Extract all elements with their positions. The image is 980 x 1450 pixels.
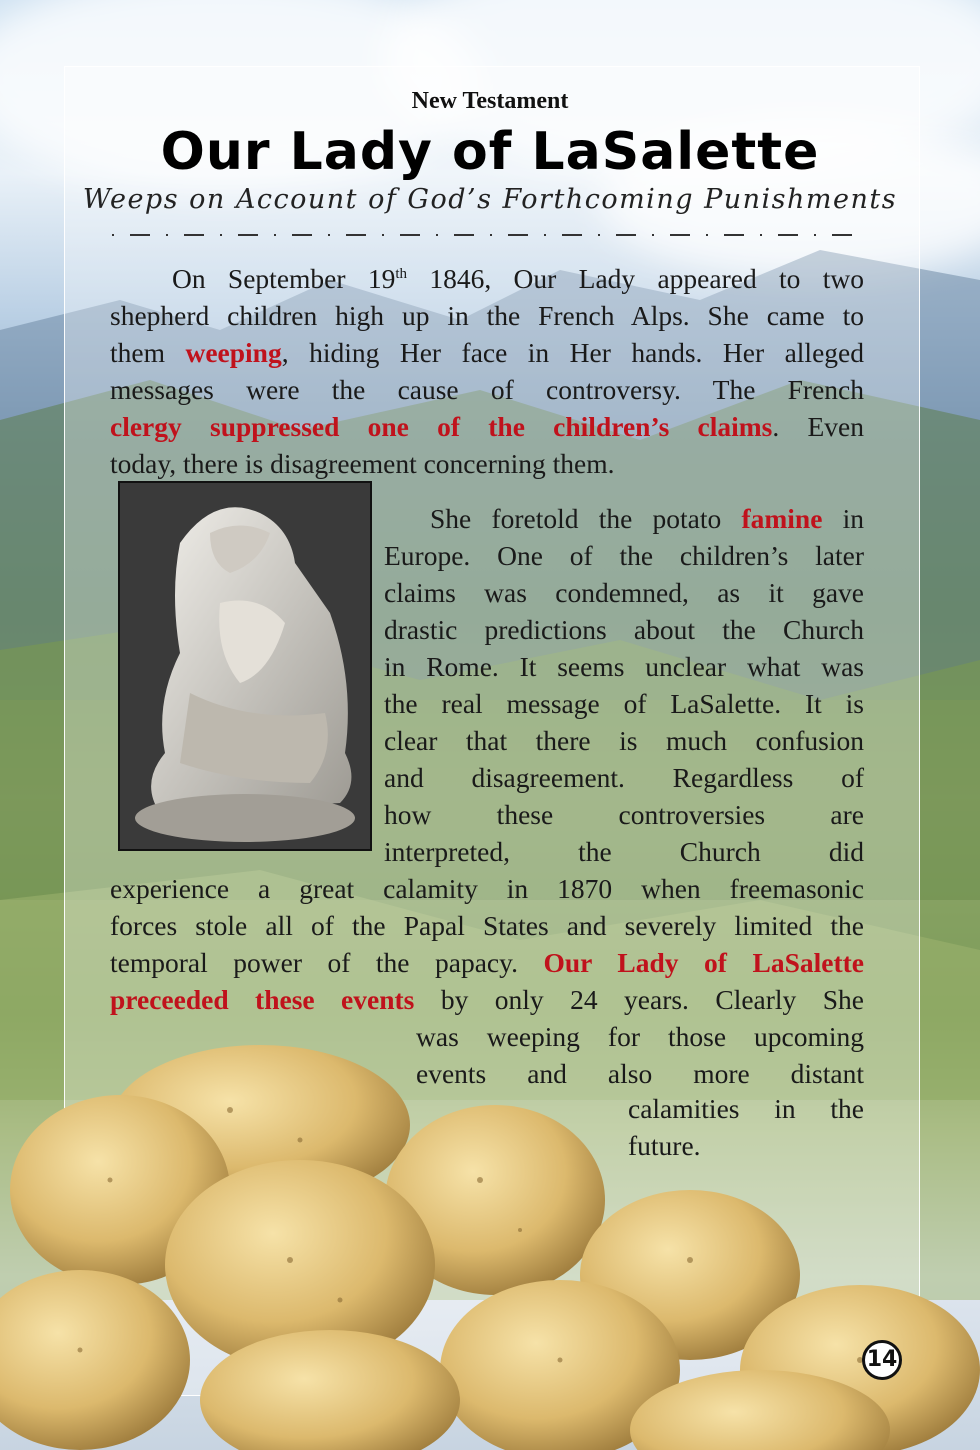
text-line: in Rome. It seems unclear what was — [384, 651, 864, 682]
weeping-statue-photo — [118, 481, 372, 851]
text-line: She foretold the potato famine in — [430, 503, 864, 534]
page-title: Our Lady of LaSalette — [160, 122, 820, 182]
paragraph-famine — [384, 500, 864, 870]
text-line: calamities in the — [628, 1093, 864, 1124]
highlight-clergy: clergy suppressed one of the children’s claims — [110, 411, 773, 443]
text-line: interpreted, the Church did — [384, 836, 864, 867]
text-line: drastic predictions about the Church — [384, 614, 864, 645]
text-line: clergy suppressed one of the children’s claims. Even — [110, 411, 864, 443]
page-number-badge: 14 — [862, 1340, 902, 1380]
potato-pile — [0, 1040, 980, 1450]
section-kicker: New Testament — [411, 88, 569, 114]
text-line: preceeded these events by only 24 years. Clearly She — [110, 984, 864, 1015]
text-line: future. — [628, 1130, 701, 1161]
text-line: them weeping, hiding Her face in Her hands. Her alleged — [110, 337, 864, 369]
paragraph-calamity — [110, 870, 864, 1018]
text-line: clear that there is much confusion — [384, 725, 864, 756]
text-line: today, there is disagreement concerning them. — [110, 448, 615, 480]
text-line: temporal power of the papacy. Our Lady of LaSalette — [110, 947, 864, 978]
highlight-our-lady: Our Lady of LaSalette — [543, 947, 864, 978]
highlight-preceeded: preceeded these events — [110, 984, 415, 1015]
paragraph-intro — [110, 256, 864, 482]
text-line: events and also more distant — [416, 1058, 864, 1089]
text-line: Europe. One of the children’s later — [384, 540, 864, 571]
highlight-famine: famine — [741, 503, 823, 534]
text-line: shepherd children high up in the French Alps. She came to — [110, 300, 864, 332]
text-line: experience a great calamity in 1870 when freemasonic — [110, 873, 864, 904]
page-subtitle: Weeps on Account of God’s Forthcoming Punishments — [82, 184, 898, 215]
text-line: and disagreement. Regardless of — [384, 762, 864, 793]
text-line: the real message of LaSalette. It is — [384, 688, 864, 719]
text-line: claims was condemned, as it gave — [384, 577, 864, 608]
text-line: how these controversies are — [384, 799, 864, 830]
text-line: forces stole all of the Papal States and severely limited the — [110, 910, 864, 941]
dashed-divider — [112, 232, 868, 238]
highlight-weeping: weeping — [185, 337, 282, 369]
text-line: On September 19th 1846, Our Lady appeared to two — [172, 263, 864, 295]
text-line: was weeping for those upcoming — [416, 1021, 864, 1052]
text-line: messages were the cause of controversy. The French — [110, 374, 864, 406]
